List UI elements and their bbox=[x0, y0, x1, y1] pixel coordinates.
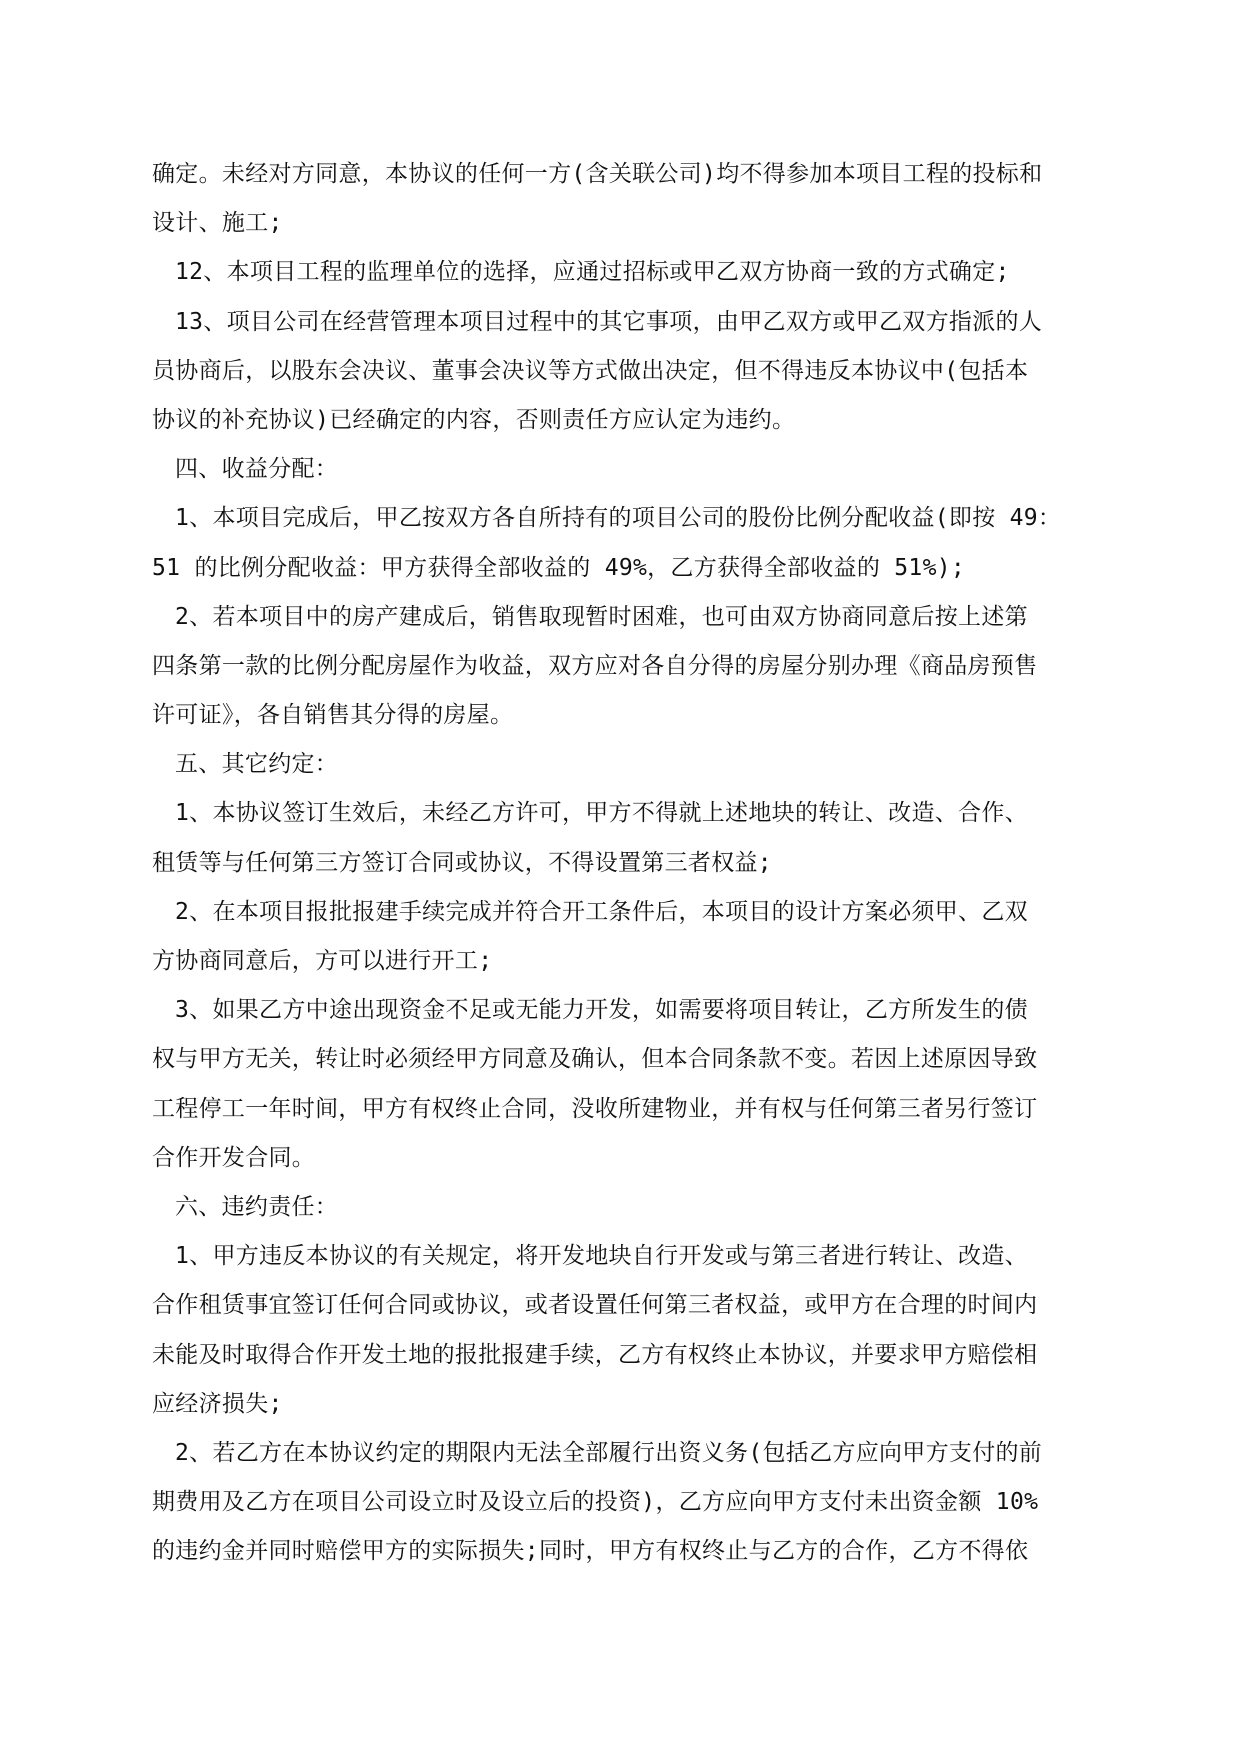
text-line: 员协商后，以股东会决议、董事会决议等方式做出决定，但不得违反本协议中(包括本 bbox=[152, 357, 1029, 384]
text-line: 权与甲方无关，转让时必须经甲方同意及确认，但本合同条款不变。若因上述原因导致 bbox=[152, 1046, 1038, 1073]
text-line: 1、甲方违反本协议的有关规定，将开发地块自行开发或与第三者进行转让、改造、 bbox=[175, 1243, 1028, 1270]
text-line: 2、在本项目报批报建手续完成并符合开工条件后，本项目的设计方案必须甲、乙双 bbox=[175, 898, 1028, 925]
text-line: 的违约金并同时赔偿甲方的实际损失;同时，甲方有权终止与乙方的合作，乙方不得依 bbox=[152, 1538, 1029, 1565]
text-line: 应经济损失; bbox=[152, 1390, 283, 1417]
text-line: 12、本项目工程的监理单位的选择，应通过招标或甲乙双方协商一致的方式确定; bbox=[175, 259, 1010, 286]
text-line: 合作租赁事宜签订任何合同或协议，或者设置任何第三者权益，或甲方在合理的时间内 bbox=[152, 1292, 1038, 1319]
text-line: 未能及时取得合作开发土地的报批报建手续，乙方有权终止本协议，并要求甲方赔偿相 bbox=[152, 1341, 1038, 1368]
text-line: 3、如果乙方中途出现资金不足或无能力开发，如需要将项目转让，乙方所发生的债 bbox=[175, 997, 1028, 1024]
text-line: 五、其它约定： bbox=[175, 751, 339, 778]
document-text-body bbox=[152, 150, 1092, 1576]
text-line: 租赁等与任何第三方签订合同或协议，不得设置第三者权益; bbox=[152, 849, 772, 876]
text-line: 确定。未经对方同意，本协议的任何一方(含关联公司)均不得参加本项目工程的投标和 bbox=[152, 161, 1043, 187]
text-line: 许可证》，各自销售其分得的房屋。 bbox=[152, 702, 514, 729]
text-line: 2、若乙方在本协议约定的期限内无法全部履行出资义务(包括乙方应向甲方支付的前 bbox=[175, 1439, 1043, 1466]
text-line: 设计、施工; bbox=[152, 210, 283, 237]
text-line: 工程停工一年时间，甲方有权终止合同，没收所建物业，并有权与任何第三者另行签订 bbox=[152, 1095, 1038, 1122]
text-line: 51 的比例分配收益：甲方获得全部收益的 49%，乙方获得全部收益的 51%); bbox=[152, 554, 966, 581]
text-line: 1、本项目完成后，甲乙按双方各自所持有的项目公司的股份比例分配收益(即按 49： bbox=[175, 505, 1062, 532]
text-line: 协议的补充协议)已经确定的内容，否则责任方应认定为违约。 bbox=[152, 406, 796, 433]
text-line: 合作开发合同。 bbox=[152, 1144, 316, 1171]
text-line: 2、若本项目中的房产建成后，销售取现暂时困难，也可由双方协商同意后按上述第 bbox=[175, 603, 1028, 630]
text-line: 13、项目公司在经营管理本项目过程中的其它事项，由甲乙双方或甲乙双方指派的人 bbox=[175, 308, 1043, 335]
text-line: 方协商同意后，方可以进行开工; bbox=[152, 948, 493, 974]
text-line: 六、违约责任： bbox=[175, 1193, 339, 1220]
text-line: 四条第一款的比例分配房屋作为收益，双方应对各自分得的房屋分别办理《商品房预售 bbox=[152, 652, 1038, 679]
text-line: 四、收益分配： bbox=[175, 456, 339, 483]
text-line: 1、本协议签订生效后，未经乙方许可，甲方不得就上述地块的转让、改造、合作、 bbox=[175, 800, 1028, 827]
text-line: 期费用及乙方在项目公司设立时及设立后的投资)，乙方应向甲方支付未出资金额 10% bbox=[152, 1489, 1039, 1516]
